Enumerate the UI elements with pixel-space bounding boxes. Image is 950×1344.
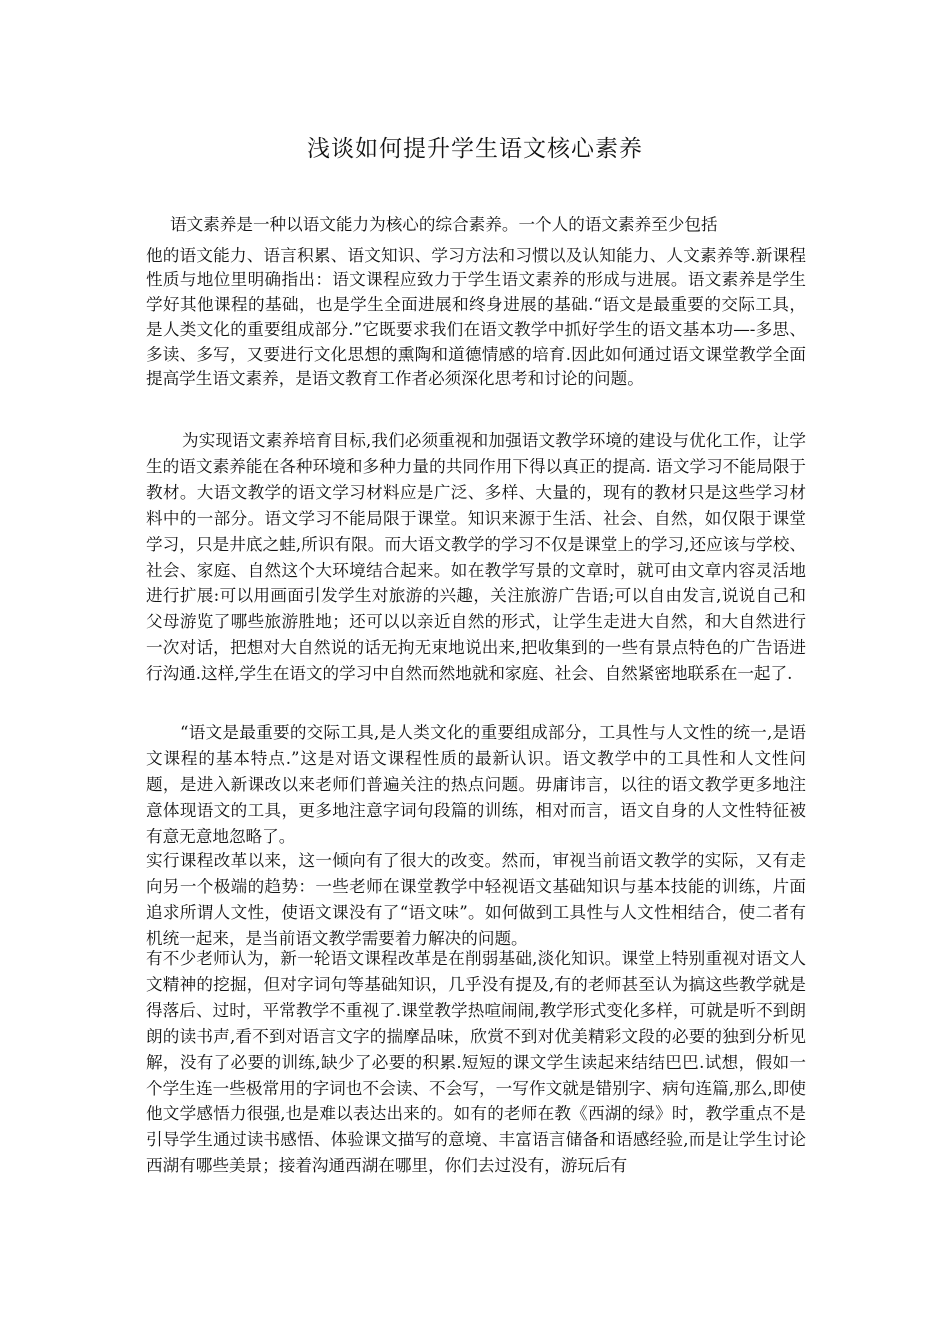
paragraph-2: 为实现语文素养培育目标,我们必须重视和加强语文教学环境的建设与优化工作，让学生的语文素养能在各种环境和多种力量的共同作用下得以真正的提高. 语文学习不能局限于教材。大语文教学的语文学习材料应是广泛、多样、大量的，现有的教材只是这些学习材料中的一部分。语文学习不能局限于课堂。知识来源于生活、社会、自然，如仅限于课堂学习，只是井底之蛙,所识有限。而大语文教学的学习不仅是课堂上的学习,还应该与学校、社会、家庭、自然这个大环境结合起来。如在教学写景的文章时，就可由文章内容灵活地进行扩展:可以用画面引发学生对旅游的兴趣，关注旅游广告语;可以自由发言,说说自己和父母游览了哪些旅游胜地；还可以以亲近自然的形式，让学生走进大自然，和大自然进行一次对话，把想对大自然说的话无拘无束地说出来,把收集到的一些有景点特色的广告语进行沟通.这样,学生在语文的学习中自然而然地就和家庭、社会、自然紧密地联系在一起了.	[146, 431, 806, 684]
paragraph-5: 有不少老师认为，新一轮语文课程改革是在削弱基础,淡化知识。课堂上特别重视对语文人文精神的挖掘，但对字词句等基础知识，几乎没有提及,有的老师甚至认为搞这些教学就是得落后、过时，平常教学不重视了.课堂教学热喧闹闹,教学形式变化多样，可就是听不到朗朗的读书声,看不到对语言文字的揣摩品味，欣赏不到对优美精彩文段的必要的独到分析见解，没有了必要的训练,缺少了必要的积累.短短的课文学生读起来结结巴巴.试想，假如一个学生连一些极常用的字词也不会读、不会写，一写作文就是错别字、病句连篇,那么,即使他文学感悟力很强,也是难以表达出来的。如有的老师在教《西湖的绿》时，教学重点不是引导学生通过读书感悟、体验课文描写的意境、丰富语言储备和语感经验,而是让学生讨论西湖有哪些美景；接着沟通西湖在哪里，你们去过没有，游玩后有	[146, 949, 806, 1176]
paragraph-1-body: 他的语文能力、语言积累、语文知识、学习方法和习惯以及认知能力、人文素养等.新课程性质与地位里明确指出：语文课程应致力于学生语文素养的形成与进展。语文素养是学生学好其他课程的基础，也是学生全面进展和终身进展的基础.“语文是最重要的交际工具，是人类文化的重要组成部分.”它既要求我们在语文教学中抓好学生的语文基本功—-多思、多读、多写，又要进行文化思想的熏陶和道德情感的培育.因此如何通过语文课堂教学全面提高学生语文素养，是语文教育工作者必须深化思考和讨论的问题。	[146, 245, 806, 389]
document-title: 浅谈如何提升学生语文核心素养	[307, 136, 643, 162]
paragraph-4: 实行课程改革以来，这一倾向有了很大的改变。然而，审视当前语文教学的实际，又有走向另一个极端的趋势：一些老师在课堂教学中轻视语文基础知识与基本技能的训练，片面追求所谓人文性，使语文课没有了“语文味”。如何做到工具性与人文性相结合，使二者有机统一起来，是当前语文教学需要着力解决的问题。	[146, 851, 806, 948]
paragraph-3: “语文是最重要的交际工具,是人类文化的重要组成部分，工具性与人文性的统一,是语文课程的基本特点.”这是对语文课程性质的最新认识。语文教学中的工具性和人文性问题，是进入新课改以来老师们普遍关注的热点问题。毋庸讳言，以往的语文教学更多地注意体现语文的工具，更多地注意字词句段篇的训练，相对而言，语文自身的人文性特征被有意无意地忽略了。	[146, 723, 806, 846]
paragraph-1	[146, 213, 806, 392]
paragraph-1-first-line: 语文素养是一种以语文能力为核心的综合素养。一个人的语文素养至少包括	[170, 215, 718, 234]
